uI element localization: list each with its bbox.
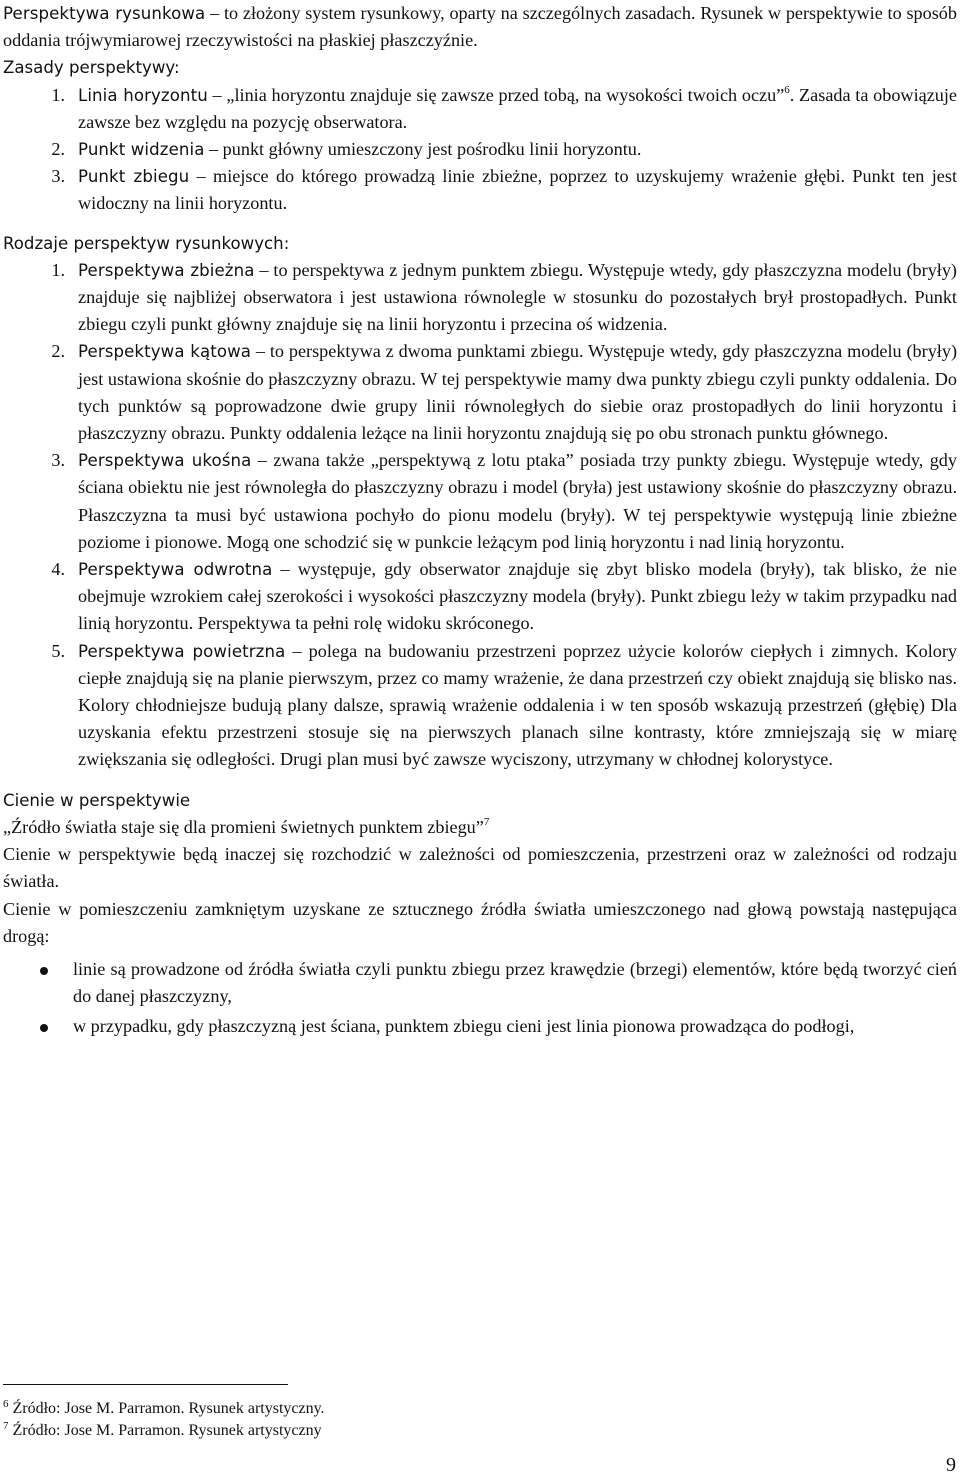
type-text: – to perspektywa z dwoma punktami zbiegu. Występuje wtedy, gdy płaszczyzna modelu (bryły) jest ustawiona skośnie do płaszczyzny obrazu. W tej perspektywie mamy dwa punkty zbiegu czyli punkty oddalenia. Do tych punktów są poprowadzone dwie grupy linii równoległych do siebie oraz prostopadłych do linii horyzontu i płaszczyzny obrazu. Punkty oddalenia leżące na linii horyzontu znajdują się po obu stronach punktu głównego. [78,341,957,444]
type-text: – polega na budowaniu przestrzeni poprzez użycie kolorów ciepłych i zimnych. Kolory ciepłe znajdują się na planie pierwszym, przez co mamy wrażenie, że dana przestrzeń czy obiekt znajdują się blisko nas. Kolory chłodniejsze budują plany dalsze, sprawią wrażenie oddalenia i w ten sposób wskazują przestrzeń (głębię) Dla uzyskania efektu przestrzeni stosuje się na pierwszych planach silne kontrasty, które zmniejszają się w miarę zwiększania się odległości. Drugi plan musi być zawsze wyciszony, utrzymany w chłodnej kolorystyce. [78,640,957,770]
rule-term: Linia horyzontu [78,85,208,105]
shadows-heading: Cienie w perspektywie [3,790,191,810]
footnote-ref: 7 [483,815,490,828]
type-text: – to perspektywa z jednym punktem zbiegu. Występuje wtedy, gdy płaszczyzna modelu (bryły) znajduje się najbliżej obserwatora i jest ustawiona równolegle w stosunku do pozostałych brył prostopadłych. Punkt zbiegu czyli punkt główny znajduje się na linii horyzontu i przecina oś widzenia. [78,259,957,335]
intro-text: – to złożony system rysunkowy, oparty na szczególnych zasadach. Rysunek w perspektywie to sposób oddania trójwymiarowej rzeczywistości na płaskiej płaszczyźnie. [3,3,957,51]
footnote-text: Źródło: Jose M. Parramon. Rysunek artystyczny. [12,1400,325,1417]
shadows-paragraph: Cienie w perspektywie będą inaczej się rozchodzić w zależności od pomieszczenia, przestrzeni oraz w zależności od rodzaju światła. [3,844,957,892]
footnote [3,1398,325,1420]
intro-paragraph [3,0,957,54]
type-item [3,556,957,638]
types-heading: Rodzaje perspektyw rysunkowych: [3,233,290,253]
rule-text: – miejsce do którego prowadzą linie zbieżne, poprzez to uzyskujemy wrażenie głębi. Punkt ten jest widoczny na linii horyzontu. [78,166,958,214]
type-item [3,338,957,447]
type-item [3,447,957,556]
rule-number: 2. [51,139,65,160]
rule-number: 3. [51,166,65,187]
document-page [3,0,957,1044]
bullet-icon [40,1024,48,1032]
intro-term: Perspektywa rysunkowa [3,4,206,23]
type-number: 5. [51,640,65,661]
type-term: Perspektywa ukośna [78,451,252,471]
rule-text-cont: . Zasada ta obowiązuje zawsze bez względu na pozycję obserwatora. [78,84,957,132]
bullet-icon [40,967,48,975]
bullet-item [3,956,957,1010]
footnote-ref: 6 [784,83,790,96]
type-text: – zwana także „perspektywą z lotu ptaka” posiada trzy punkty zbiegu. Występuje wtedy, gdy ściana obiektu nie jest równoległa do płaszczyzny obrazu i model (bryła) jest ustawiony skośnie do płaszczyzny obrazu. Płaszczyzna ta musi być ustawiona pochyło do pionu modelu (bryły). W tej perspektywie występują linie zbieżne poziome i pionowe. Mogą one schodzić się w punkcie leżącym pod linią horyzontu i nad linią horyzontu. [78,450,957,552]
type-number: 4. [51,559,65,580]
shadows-bullet-list [3,956,957,1041]
footnote-number: 7 [3,1420,9,1432]
bullet-text: w przypadku, gdy płaszczyzną jest ściana, punktem zbiegu cieni jest linia pionowa prowadząca do podłogi, [73,1016,855,1037]
footnote [3,1420,322,1442]
rule-item [3,82,957,136]
rules-heading: Zasady perspektywy: [3,58,180,78]
footnote-text: Źródło: Jose M. Parramon. Rysunek artystyczny [12,1422,322,1439]
bullet-item [3,1013,957,1040]
rule-text: – punkt główny umieszczony jest pośrodku linii horyzontu. [204,139,642,160]
type-term: Perspektywa powietrzna [78,641,286,661]
rule-item [3,163,957,217]
rule-term: Punkt widzenia [78,140,205,160]
type-item [3,638,957,774]
rules-list [3,82,957,218]
bullet-text: linie są prowadzone od źródła światła czyli punktu zbiegu przez krawędzie (brzegi) elementów, które będą tworzyć cień do danej płaszczyzny, [73,958,957,1007]
types-list [3,257,957,774]
shadows-quote [3,814,957,841]
rule-term: Punkt zbiegu [78,167,190,187]
type-item [3,257,957,339]
type-term: Perspektywa odwrotna [78,560,273,580]
rule-text: – „linia horyzontu znajduje się zawsze przed tobą, na wysokości twoich oczu” [207,84,785,105]
footnote-separator [3,1384,288,1385]
footnote-number: 6 [3,1398,9,1410]
type-text: – występuje, gdy obserwator znajduje się zbyt blisko modela (bryły), tak blisko, że nie obejmuje wzrokiem całej szerokości i wysokości płaszczyzny modela (bryły). Punkt zbiegu leży w takim przypadku nad linią horyzontu. Perspektywa ta pełni rolę widoku skróconego. [78,559,957,634]
type-term: Perspektywa zbieżna [78,260,255,280]
rule-item [3,136,957,163]
type-number: 2. [51,341,65,362]
shadows-paragraph: Cienie w pomieszczeniu zamkniętym uzyskane ze sztucznego źródła światła umieszczonego nad głową powstają następująca drogą: [3,898,957,946]
type-number: 3. [51,450,65,471]
type-number: 1. [51,259,65,280]
rule-number: 1. [51,84,65,105]
type-term: Perspektywa kątowa [78,342,252,362]
quote-text: „Źródło światła staje się dla promieni świetnych punktem zbiegu” [3,816,484,837]
page-number: 9 [946,1454,956,1476]
